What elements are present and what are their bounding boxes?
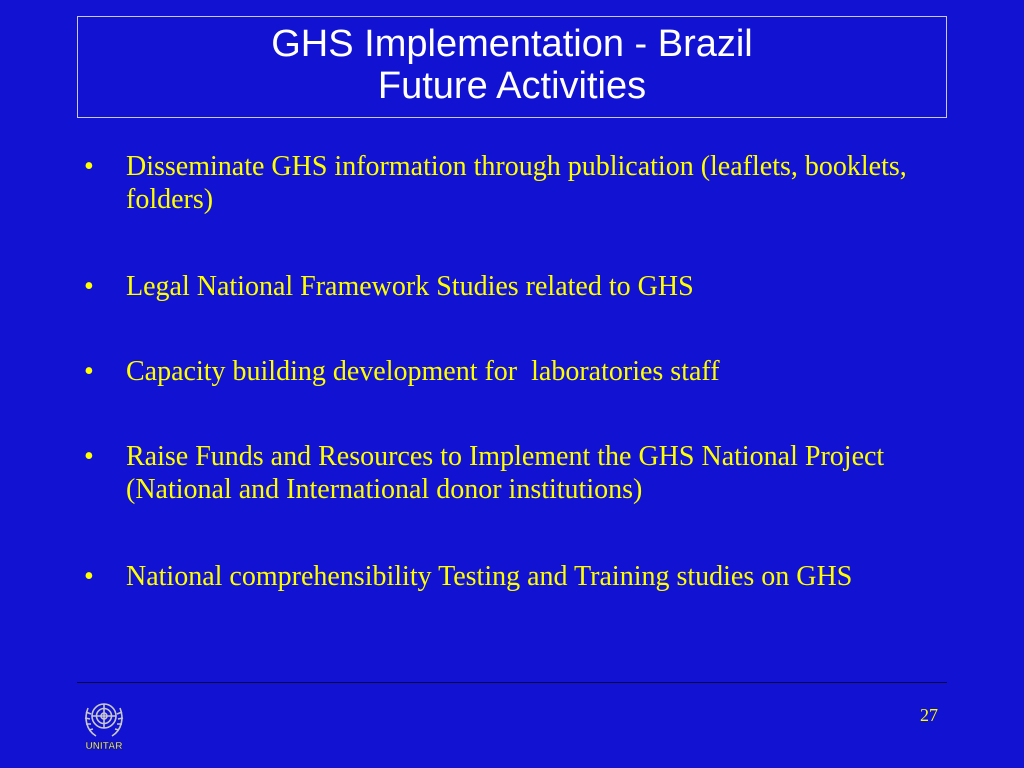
bullet-marker: •	[84, 441, 94, 472]
bullet-item	[84, 270, 944, 303]
footer-divider	[77, 682, 947, 683]
bullet-item	[84, 355, 944, 388]
bullet-text: Legal National Framework Studies related to GHS	[126, 271, 694, 302]
bullet-text: Raise Funds and Resources to Implement the GHS National Project (National and International donor institutions)	[126, 441, 885, 505]
page-number: 27	[920, 705, 938, 725]
bullet-marker: •	[84, 356, 94, 387]
bullet-text: Capacity building development for laboratories staff	[126, 356, 720, 387]
bullet-text: National comprehensibility Testing and Training studies on GHS	[126, 561, 853, 592]
bullet-marker: •	[84, 561, 94, 592]
bullet-item	[84, 150, 944, 216]
bullet-text: Disseminate GHS information through publication (leaflets, booklets, folders)	[126, 151, 907, 215]
slide-title-box	[77, 16, 947, 118]
bullet-list	[84, 150, 944, 593]
slide-subtitle: Future Activities	[377, 65, 647, 107]
bullet-item	[84, 560, 944, 593]
bullet-marker: •	[84, 151, 94, 182]
slide-title: GHS Implementation - Brazil	[271, 23, 753, 65]
bullet-item	[84, 440, 944, 506]
un-emblem-icon	[76, 690, 132, 756]
bullet-marker: •	[84, 271, 94, 302]
logo-text: UNITAR	[85, 741, 123, 752]
